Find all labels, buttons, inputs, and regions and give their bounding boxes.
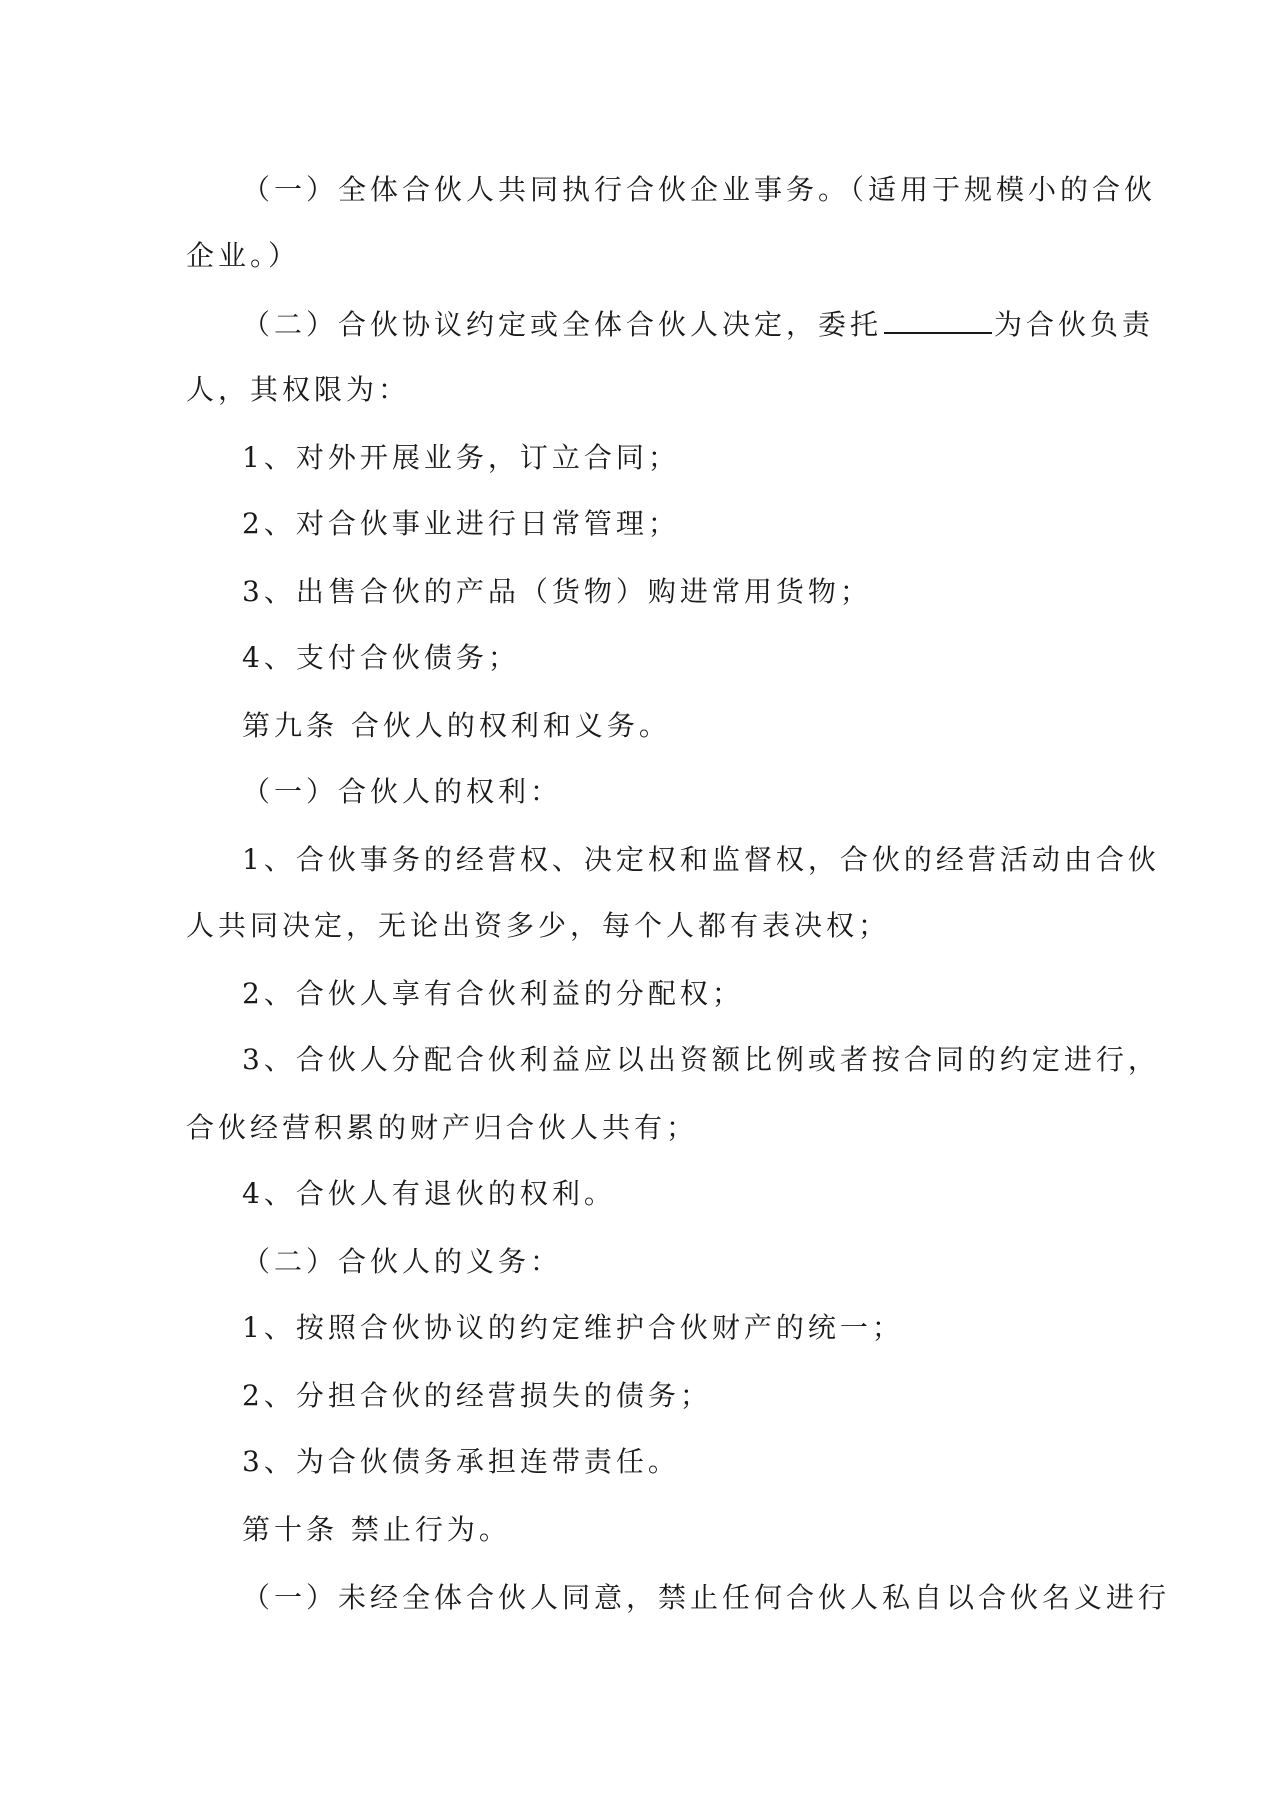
list-item: 4、合伙人有退伙的权利。 [242, 1177, 616, 1210]
list-item: 2、分担合伙的经营损失的债务； [242, 1379, 712, 1412]
list-item: 1、按照合伙协议的约定维护合伙财产的统一； [242, 1311, 904, 1344]
paragraph-line: 人，其权限为： [186, 373, 411, 406]
list-item: 2、对合伙事业进行日常管理； [242, 507, 680, 540]
paragraph-line: 人共同决定，无论出资多少，每个人都有表决权； [186, 909, 891, 942]
article-heading: 第十条 禁止行为。 [242, 1513, 511, 1546]
paragraph-line: 合伙经营积累的财产归合伙人共有； [186, 1111, 699, 1144]
list-item: 1、对外开展业务，订立合同； [242, 441, 680, 474]
article-heading: 第九条 合伙人的权利和义务。 [242, 709, 671, 742]
list-item: 4、支付合伙债务； [242, 641, 520, 674]
list-item: 3、为合伙债务承担连带责任。 [242, 1445, 680, 1478]
paragraph-line: （一）未经全体合伙人同意，禁止任何合伙人私自以合伙名义进行 [242, 1581, 1171, 1614]
list-item: 3、出售合伙的产品（货物）购进常用货物； [242, 575, 872, 608]
paragraph-line-with-blank [242, 306, 1155, 342]
section-heading: （一）合伙人的权利： [242, 775, 563, 808]
list-item: 3、合伙人分配合伙利益应以出资额比例或者按合同的约定进行， [242, 1043, 1160, 1076]
section-heading: （二）合伙人的义务： [242, 1245, 563, 1278]
list-item: 1、合伙事务的经营权、决定权和监督权，合伙的经营活动由合伙 [242, 843, 1160, 876]
list-item: 2、合伙人享有合伙利益的分配权； [242, 977, 744, 1010]
paragraph-text: （二）合伙协议约定或全体合伙人决定，委托 [242, 308, 883, 341]
paragraph-text: 为合伙负责 [994, 308, 1155, 341]
paragraph-line: （一）全体合伙人共同执行合伙企业事务。（适用于规模小的合伙 [242, 173, 1157, 206]
paragraph-line: 企业。） [186, 239, 301, 272]
fill-in-blank [884, 306, 992, 334]
